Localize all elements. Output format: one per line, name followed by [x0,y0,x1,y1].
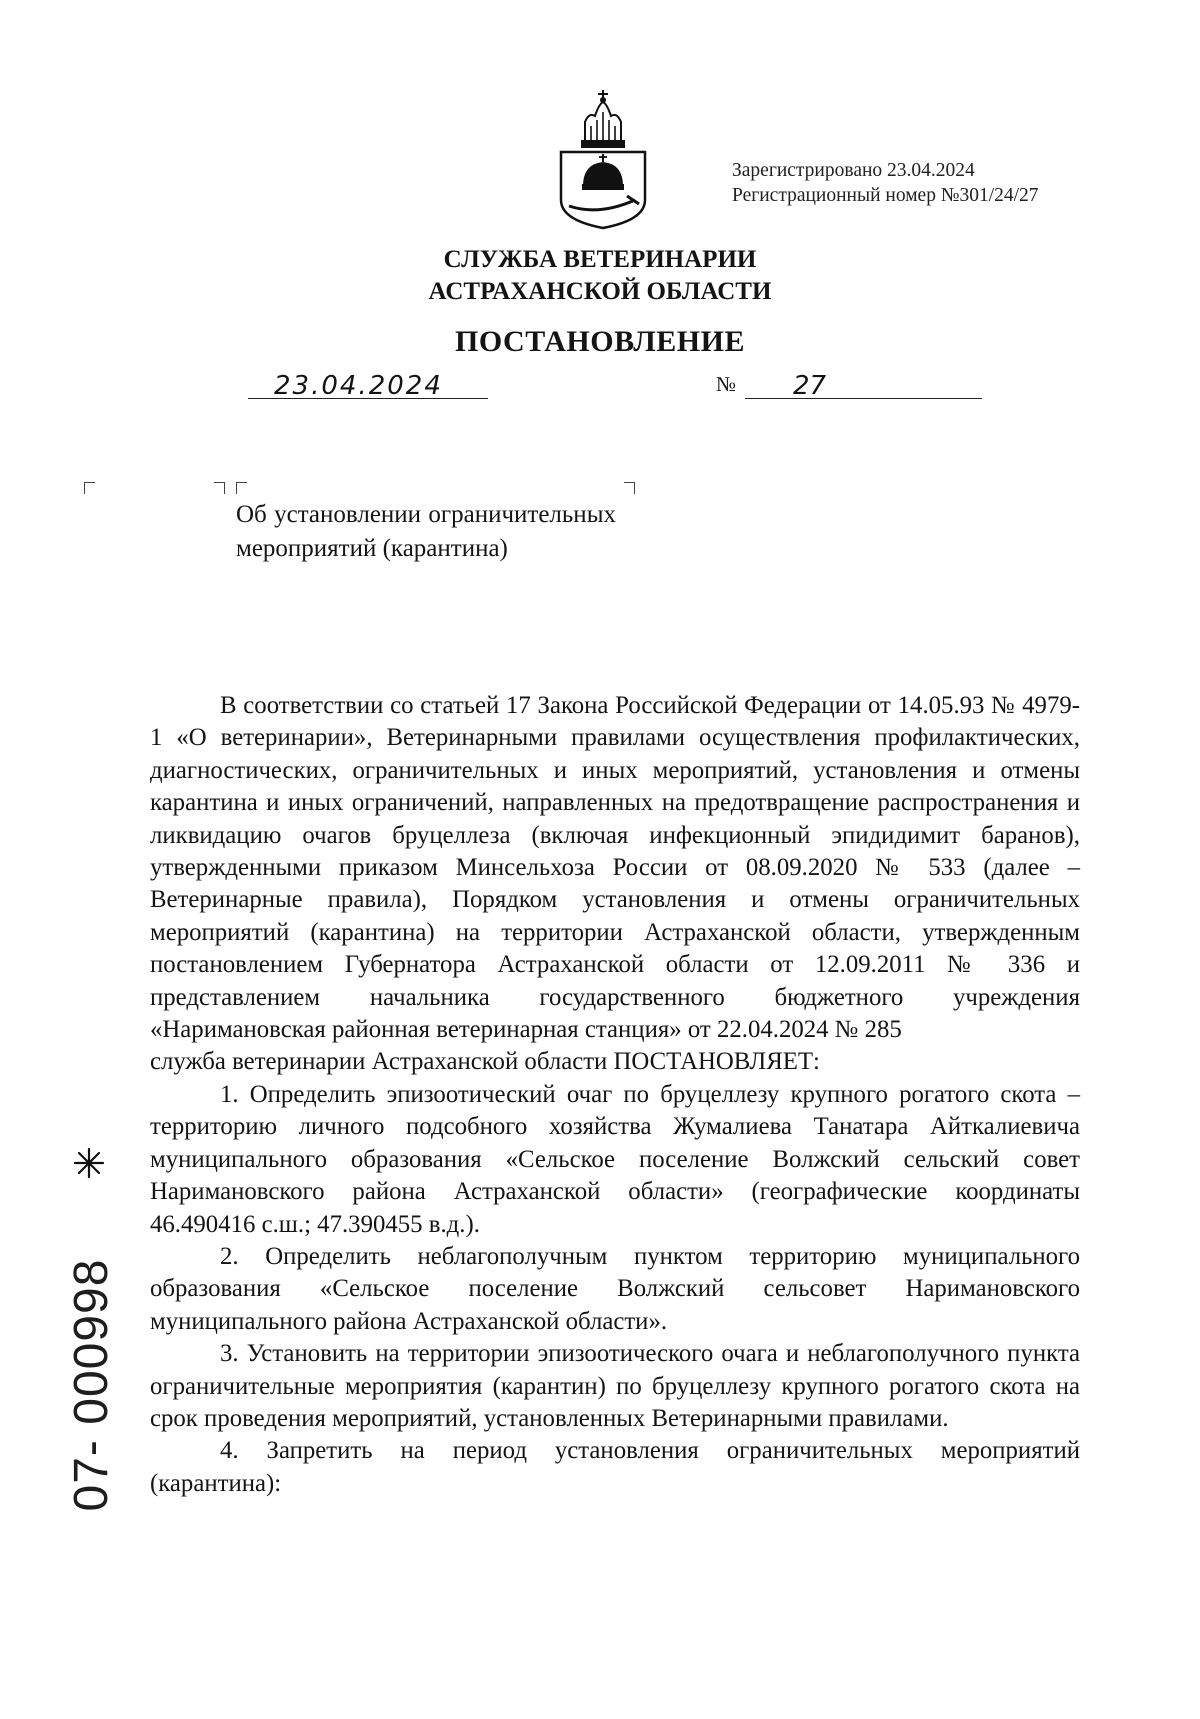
corner-bracket [84,482,95,494]
preamble: В соответствии со статьей 17 Закона Российской Федерации от 14.05.93 № 4979-1 «О ветеринарии», Ветеринарными правилами осуществления профилактических, диагностических, ограничительных и иных мероприятий, установления и отмены карантина и иных ограничений, направленных на предотвращение распространения и ликвидацию очагов бруцеллеза (включая инфекционный эпидидимит баранов), утвержденными приказом Минсельхоза России от 08.09.2020 № 533 (далее – Ветеринарные правила), Порядком установления и отмены ограничительных мероприятий (карантина) на территории Астраханской области, утвержденным постановлением Губернатора Астраханской области от 12.09.2011 № 336 и представлением начальника государственного бюджетного учреждения «Наримановская районная ветеринарная станция» от 22.04.2024 № 285 [150,692,1080,1044]
list-item: 4. Запретить на период установления ограничительных мероприятий (карантина): [150,1437,1080,1497]
corner-bracket [236,482,247,494]
snowflake-icon [72,1146,106,1180]
margin-code-text: 07- 000998 [65,1258,118,1512]
margin-code [42,1258,137,1512]
coat-of-arms-icon [555,82,651,232]
corner-bracket [214,482,225,494]
signing-date: 23.04.2024 [248,373,488,399]
registration-date: Зарегистрировано 23.04.2024 [732,160,975,181]
document-subject: Об установлении ограничительных мероприятий (карантина) [236,501,616,562]
list-item: 2. Определить неблагополучным пунктом территорию муниципального образования «Сельское поселение Волжский сельсовет Наримановского муниципального района Астраханской области». [150,1242,1080,1335]
agency-line-2: АСТРАХАНСКОЙ ОБЛАСТИ [428,278,772,305]
agency-name [0,244,1200,308]
registration-note [732,158,1039,208]
number-label: № [716,372,737,396]
decree-line: служба ветеринарии Астраханской области ПОСТАНОВЛЯЕТ: [150,1048,820,1076]
list-item: 1. Определить эпизоотический очаг по бруцеллезу крупного рогатого скота – территорию личного подсобного хозяйства Жумалиева Танатара Айткалиевича муниципального образования «Сельское поселение Волжский сельский совет Наримановского района Астраханской области» (географические координаты 46.490416 с.ш.; 47.390455 в.д.). [150,1080,1080,1238]
corner-bracket [624,482,635,494]
document-body [150,690,1080,1500]
document-number: 27 [745,373,982,399]
list-item: 3. Установить на территории эпизоотического очага и неблагополучного пункта ограничительные мероприятия (карантин) по бруцеллезу крупного рогатого скота на срок проведения мероприятий, установленных Ветеринарными правилами. [150,1340,1080,1432]
agency-line-1: СЛУЖБА ВЕТЕРИНАРИИ [443,246,757,273]
registration-number: Регистрационный номер №301/24/27 [732,185,1039,206]
document-type: ПОСТАНОВЛЕНИЕ [455,325,745,358]
